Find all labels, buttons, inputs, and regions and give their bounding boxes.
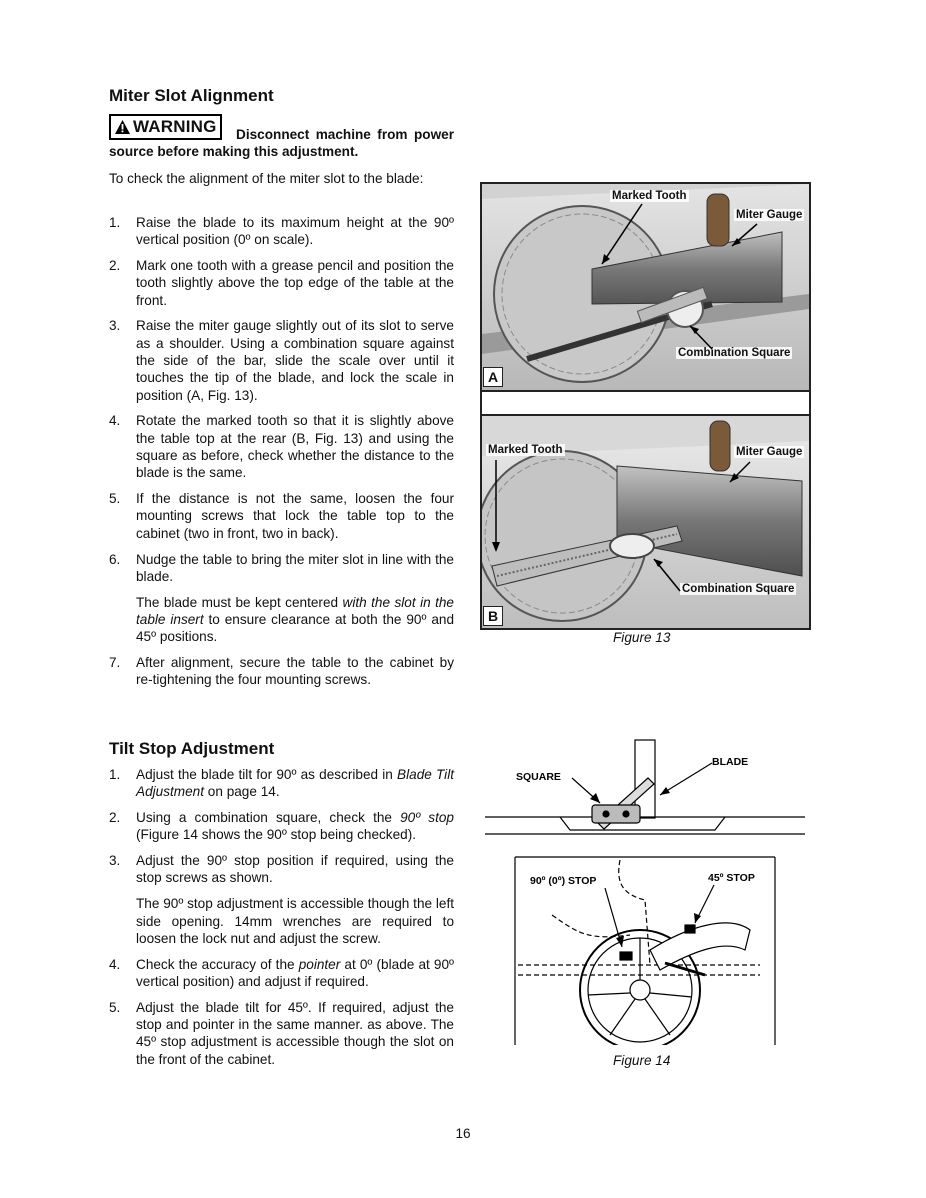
panel-a-label: A [483, 367, 503, 387]
miter-intro: To check the alignment of the miter slot to the blade: [109, 171, 424, 186]
list-item: 1. Raise the blade to its maximum height at the 90º vertical position (0º on scale). [109, 215, 454, 248]
warning-message: Disconnect machine from power source before making this adjustment. [109, 127, 454, 160]
list-item: 5. If the distance is not the same, loosen the four mounting screws that lock the table top to the cabinet (two in front, two in back). [109, 491, 454, 541]
list-item: 5. Adjust the blade tilt for 45º. If required, adjust the stop and pointer in the same manner. as above. The 45º stop adjustment is accessible though the slot on the front of the cabinet. [109, 999, 454, 1067]
miter-steps-list [109, 214, 454, 697]
stop-45-label: 45º STOP [708, 872, 755, 884]
miter-gauge-callout-a: Miter Gauge [736, 209, 803, 221]
figure-13-panel-b-arrows [482, 416, 809, 628]
step-note: The 90º stop adjustment is accessible though the left side opening. 14mm wrenches are required to loosen the lock nut and adjust the screw. [136, 896, 454, 946]
step-note: The blade must be kept centered with the slot in the table insert to ensure clearance at both the 90º and 45º positions. [136, 594, 454, 645]
list-item: 3. Raise the miter gauge slightly out of its slot to serve as a shoulder. Using a combination square against the side of the bar, slide the scale over until it touches the tip of the blade, and lock the scale in position (A, Fig. 13). [109, 318, 454, 403]
figure-13-panel-a-arrows [482, 184, 809, 390]
warning-label: WARNING [133, 117, 217, 136]
figure-13-divider [482, 390, 809, 416]
list-item: 1. Adjust the blade tilt for 90º as described in Blade Tilt Adjustment on page 14. [109, 767, 455, 800]
page-number: 16 [455, 1126, 471, 1141]
list-item: 6. Nudge the table to bring the miter slot in line with the blade. The blade must be kept centered with the slot in the table insert to ensure clearance at both the 90º and 45º positions. [109, 551, 454, 645]
miter-gauge-callout-b: Miter Gauge [736, 446, 803, 458]
stop-90-label: 90º (0º) STOP [530, 875, 597, 887]
blade-label: BLADE [712, 756, 749, 768]
list-item: 7. After alignment, secure the table to the cabinet by re-tightening the four mounting screws. [109, 655, 454, 688]
combination-square-callout-a: Combination Square [678, 347, 791, 359]
figure-13-photo-frame [480, 182, 811, 630]
figure-13-caption: Figure 13 [613, 630, 671, 645]
panel-b-label: B [483, 606, 503, 626]
tilt-steps-list [109, 766, 454, 1076]
combination-square-callout-b: Combination Square [682, 583, 795, 595]
tilt-section-heading: Tilt Stop Adjustment [109, 739, 275, 758]
marked-tooth-callout-b: Marked Tooth [488, 444, 563, 456]
list-item: 2. Using a combination square, check the 90º stop (Figure 14 shows the 90º stop being checked). [109, 810, 454, 843]
square-label: SQUARE [516, 771, 561, 783]
figure-14-diagram [480, 735, 810, 1045]
list-item: 4. Rotate the marked tooth so that it is slightly above the table top at the rear (B, Fig. 13) and using the square as before, check whether the distance to the blade is the same. [109, 413, 454, 481]
marked-tooth-callout-a: Marked Tooth [612, 190, 687, 202]
list-item: 2. Mark one tooth with a grease pencil and position the tooth slightly above the top edge of the table at the front. [109, 258, 454, 308]
list-item: 4. Check the accuracy of the pointer at 0º (blade at 90º vertical position) and adjust if required. [109, 956, 454, 989]
miter-section-heading: Miter Slot Alignment [109, 86, 274, 105]
figure-14-caption: Figure 14 [613, 1053, 671, 1068]
list-item: 3. Adjust the 90º stop position if required, using the stop screws as shown. The 90º stop adjustment is accessible though the left side opening. 14mm wrenches are required to loosen the lock nut and adjust the screw. [109, 853, 454, 946]
